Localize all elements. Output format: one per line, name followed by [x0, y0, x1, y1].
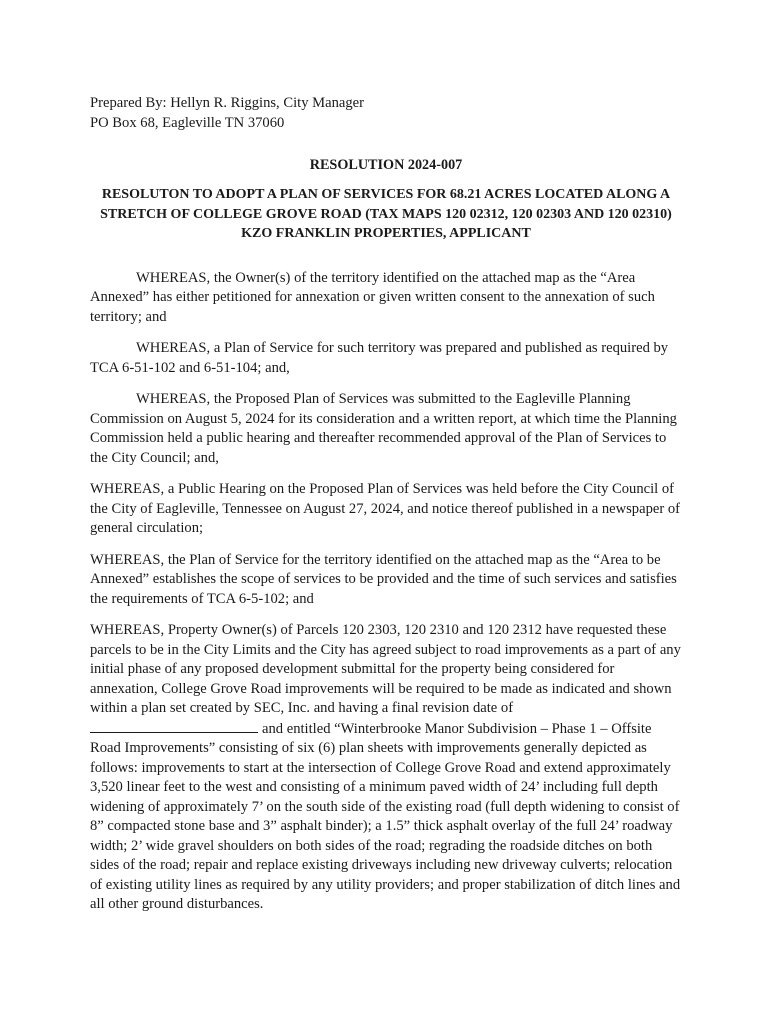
- whereas-paragraph-1: WHEREAS, the Owner(s) of the territory identified on the attached map as the “Area Annexed” has either petitioned for annexation or given written consent to the annexation of such territory; and: [90, 269, 655, 325]
- mailing-address: PO Box 68, Eagleville TN 37060: [90, 115, 285, 131]
- whereas-paragraph-3: WHEREAS, the Proposed Plan of Services was submitted to the Eagleville Planning Commission on August 5, 2024 for its consideration and a written report, at which time the Planning Commission held a public hearing and thereafter recommended approval of the Plan of Services to the City Council; and,: [90, 391, 677, 466]
- whereas-6-text-part-2: and entitled “Winterbrooke Manor Subdivision – Phase 1 – Offsite Road Improvements” consisting of six (6) plan sheets with improvements generally depicted as follows: improvements to start at the intersection of College Grove Road and extend approximately 3,520 linear feet to the west and consisting of a minimum paved width of 24’ including full depth widening of approximately 7’ on the south side of the existing road (full depth widening to consist of 8” compacted stone base and 3” asphalt binder); a 1.5” thick asphalt overlay of the full 24’ roadway width; 2’ wide gravel shoulders on both sides of the road; regrading the roadside ditches on both sides of the road; repair and replace existing driveways including new driveway culverts; relocation of existing utility lines as required by any utility providers; and proper stabilization of ditch lines and all other ground disturbances.: [90, 720, 681, 912]
- document-page: [90, 93, 682, 915]
- prepared-by: Prepared By: Hellyn R. Riggins, City Manager: [90, 95, 365, 111]
- whereas-paragraph-4: WHEREAS, a Public Hearing on the Proposed Plan of Services was held before the City Council of the City of Eagleville, Tennessee on August 27, 2024, and notice thereof published in a newspaper of general circulation;: [90, 481, 681, 536]
- whereas-6-text-part-1: WHEREAS, Property Owner(s) of Parcels 120 2303, 120 2310 and 120 2312 have requested these parcels to be in the City Limits and the City has agreed subject to road improvements as a part of any initial phase of any proposed development submittal for the property being considered for annexation, College Grove Road improvements will be required to be made as indicated and shown within a plan set created by SEC, Inc. and having a final revision date of: [90, 622, 681, 716]
- revision-date-blank: [90, 719, 258, 733]
- whereas-paragraph-5: WHEREAS, the Plan of Service for the territory identified on the attached map as the “Area to be Annexed” establishes the scope of services to be provided and the time of such services and satisfies the requirements of TCA 6-5-102; and: [90, 551, 677, 607]
- resolution-title: RESOLUTON TO ADOPT A PLAN OF SERVICES FOR 68.21 ACRES LOCATED ALONG A STRETCH OF COLLEGE GROVE ROAD (TAX MAPS 120 02312, 120 02303 AND 120 02310) KZO FRANKLIN PROPERTIES, APPLICANT: [100, 187, 672, 241]
- resolution-number: RESOLUTION 2024-007: [309, 157, 463, 173]
- whereas-paragraph-6: [90, 621, 682, 915]
- whereas-paragraph-2: WHEREAS, a Plan of Service for such territory was prepared and published as required by TCA 6-51-102 and 6-51-104; and,: [90, 340, 669, 376]
